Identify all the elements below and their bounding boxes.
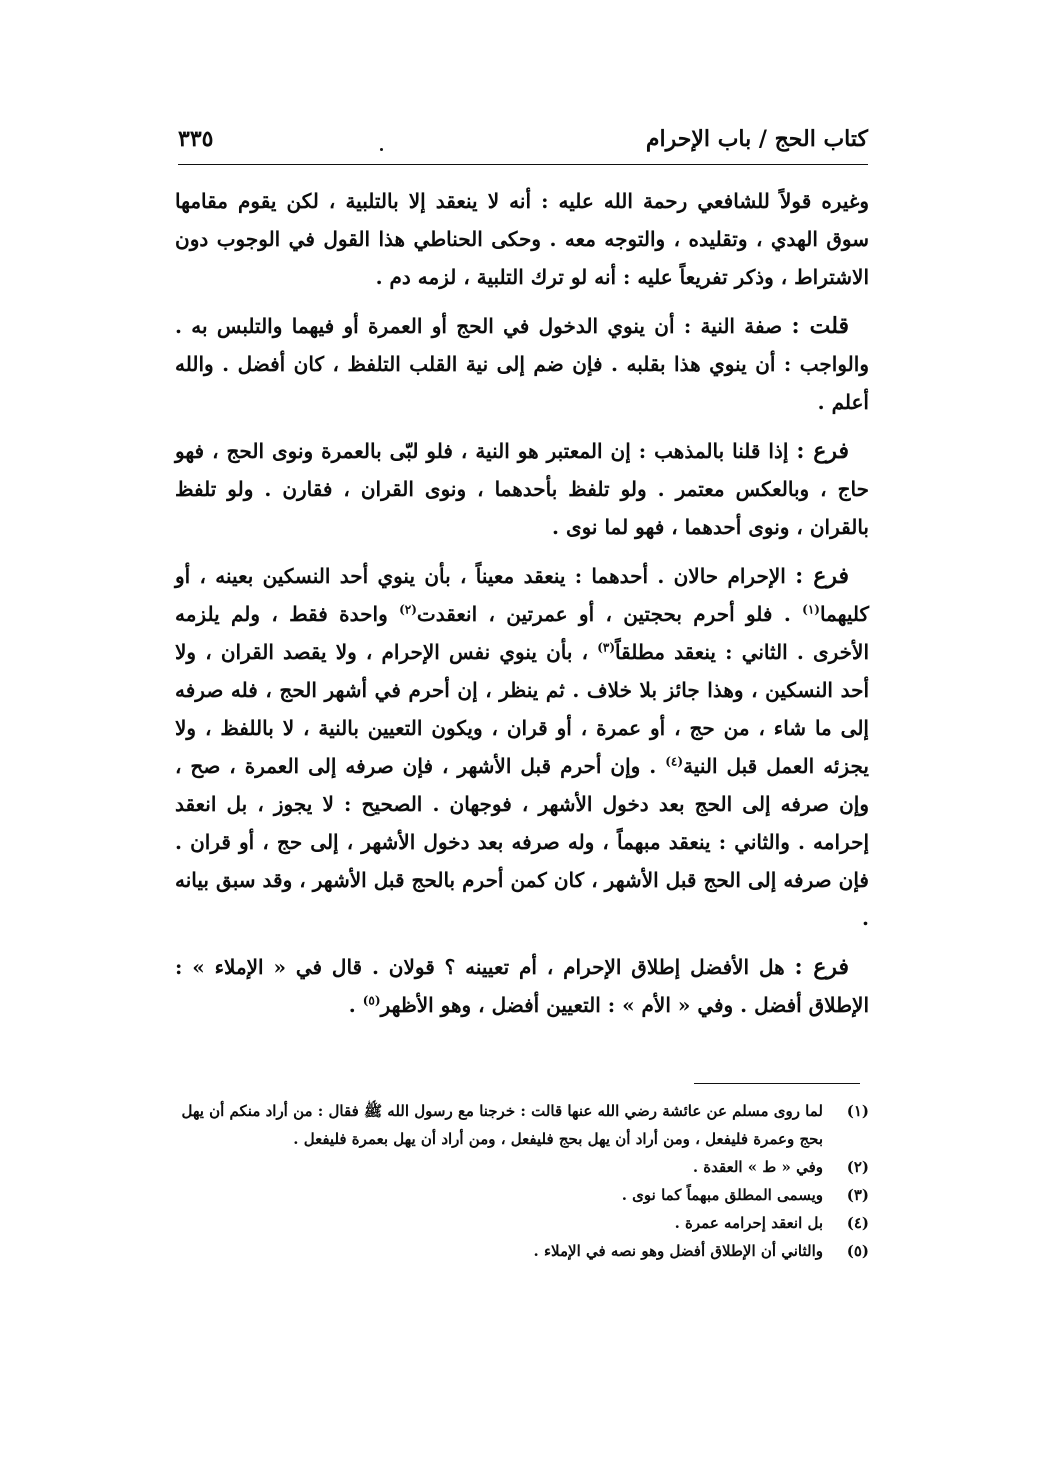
footnote-4 <box>175 1209 869 1237</box>
footnote-text: بل انعقد إحرامه عمرة . <box>674 1214 823 1232</box>
paragraph-4-text-c: واحدة فقط ، ولم يلزمه الأخرى . الثاني : ينعقد مطلقاً <box>175 602 870 664</box>
footnote-text: وفي « ط » العقدة . <box>692 1158 823 1176</box>
footnote-ref-4[interactable]: (٤) <box>665 754 684 769</box>
footnote-number: (٣) <box>846 1186 869 1204</box>
paragraph-2-text: صفة النية : أن ينوي الدخول في الحج أو العمرة أو فيهما والتلبس به . والواجب : أن ينوي هذا بقلبه . فإن ضم إلى نية القلب التلفظ ، كان أفضل . والله أعلم . <box>175 314 869 414</box>
footnote-number: (٢) <box>846 1158 869 1176</box>
paragraph-4-text-d: ، بأن ينوي نفس الإحرام ، ولا يقصد القران ، ولا أحد النسكين ، وهذا جائز بلا خلاف . ثم ينظر ، إن أحرم في أشهر الحج ، فله صرفه إلى ما شاء ، من حج ، أو عمرة ، أو قران ، ويكون التعيين بالنية ، لا باللفظ ، ولا يجزئه العمل قبل النية <box>175 640 869 778</box>
page-header <box>178 124 868 165</box>
paragraph-4-text-e: . وإن أحرم قبل الأشهر ، فإن صرفه إلى العمرة ، صح ، وإن صرفه إلى الحج بعد دخول الأشهر ، فوجهان . الصحيح : لا يجوز ، بل انعقد إحرامه . والثاني : ينعقد مبهماً ، وله صرفه بعد دخول الأشهر ، إلى حج ، أو قران . فإن صرفه إلى الحج قبل الأشهر ، كان كمن أحرم بالحج قبل الأشهر ، وقد سبق بيانه . <box>175 754 869 930</box>
footnotes <box>175 1097 869 1265</box>
footnote-ref-5[interactable]: (٥) <box>362 993 381 1008</box>
footnote-3 <box>175 1181 869 1209</box>
footnote-text: والثاني أن الإطلاق أفضل وهو نصه في الإملاء . <box>533 1242 823 1260</box>
footnote-number: (٥) <box>846 1242 869 1260</box>
footnote-number: (٤) <box>846 1214 869 1232</box>
footnote-2 <box>175 1153 869 1181</box>
paragraph-5-text-a: هل الأفضل إطلاق الإحرام ، أم تعيينه ؟ قولان . قال في « الإملاء » : الإطلاق أفضل . وفي « الأم » : التعيين أفضل ، وهو الأظهر <box>175 955 869 1017</box>
paragraph-4-text-b: . فلو أحرم بحجتين ، أو عمرتين ، انعقدت <box>416 602 803 626</box>
paragraph-4-text-a: الإحرام حالان . أحدهما : ينعقد معيناً ، بأن ينوي أحد النسكين بعينه ، أو كليهما <box>175 564 870 626</box>
paragraph-1: وغيره قولاً للشافعي رحمة الله عليه : أنه لا ينعقد إلا بالتلبية ، لكن يقوم مقامها سوق الهدي ، وتقليده ، والتوجه معه . وحكى الحناطي هذا القول في الوجوب دون الاشتراط ، وذكر تفريعاً عليه : أنه لو ترك التلبية ، لزمه دم . <box>175 189 869 289</box>
paragraph-2 <box>175 307 869 421</box>
footnote-separator <box>694 1083 860 1084</box>
paragraph-5-keyword: فرع : <box>794 954 850 980</box>
paragraph-4 <box>175 557 869 937</box>
paragraph-5 <box>175 948 869 1024</box>
paragraph-3 <box>175 432 869 546</box>
paragraph-2-keyword: قلت : <box>791 313 849 339</box>
footnote-text: لما روى مسلم عن عائشة رضي الله عنها قالت : خرجنا مع رسول الله ﷺ فقال : من أراد منكم أن يهل بحج وعمرة فليفعل ، ومن أراد أن يهل بحج فليفعل ، ومن أراد أن يهل بعمرة فليفعل . <box>181 1102 823 1148</box>
paragraph-3-keyword: فرع : <box>796 438 850 464</box>
footnote-text: ويسمى المطلق مبهماً كما نوى . <box>621 1186 823 1204</box>
footnote-1 <box>175 1097 869 1153</box>
footnote-ref-3[interactable]: (٣) <box>597 640 616 655</box>
footnote-number: (١) <box>846 1102 869 1120</box>
page-number: ٣٣٥ <box>178 126 214 152</box>
paragraph-5-text-b: . <box>348 993 363 1017</box>
footnote-ref-1[interactable]: (١) <box>802 602 820 617</box>
main-text <box>175 182 869 1035</box>
footnote-ref-2[interactable]: (٢) <box>399 602 417 617</box>
paragraph-4-keyword: فرع : <box>795 563 849 589</box>
running-title: كتاب الحج / باب الإحرام <box>645 126 868 152</box>
header-dot <box>380 148 383 151</box>
footnote-5 <box>175 1237 869 1265</box>
paragraph-3-text: إذا قلنا بالمذهب : إن المعتبر هو النية ، فلو لبّى بالعمرة ونوى الحج ، فهو حاج ، وبالعكس معتمر . ولو تلفظ بأحدهما ، ونوى القران ، فقارن . ولو تلفظ بالقران ، ونوى أحدهما ، فهو لما نوى . <box>175 439 869 539</box>
